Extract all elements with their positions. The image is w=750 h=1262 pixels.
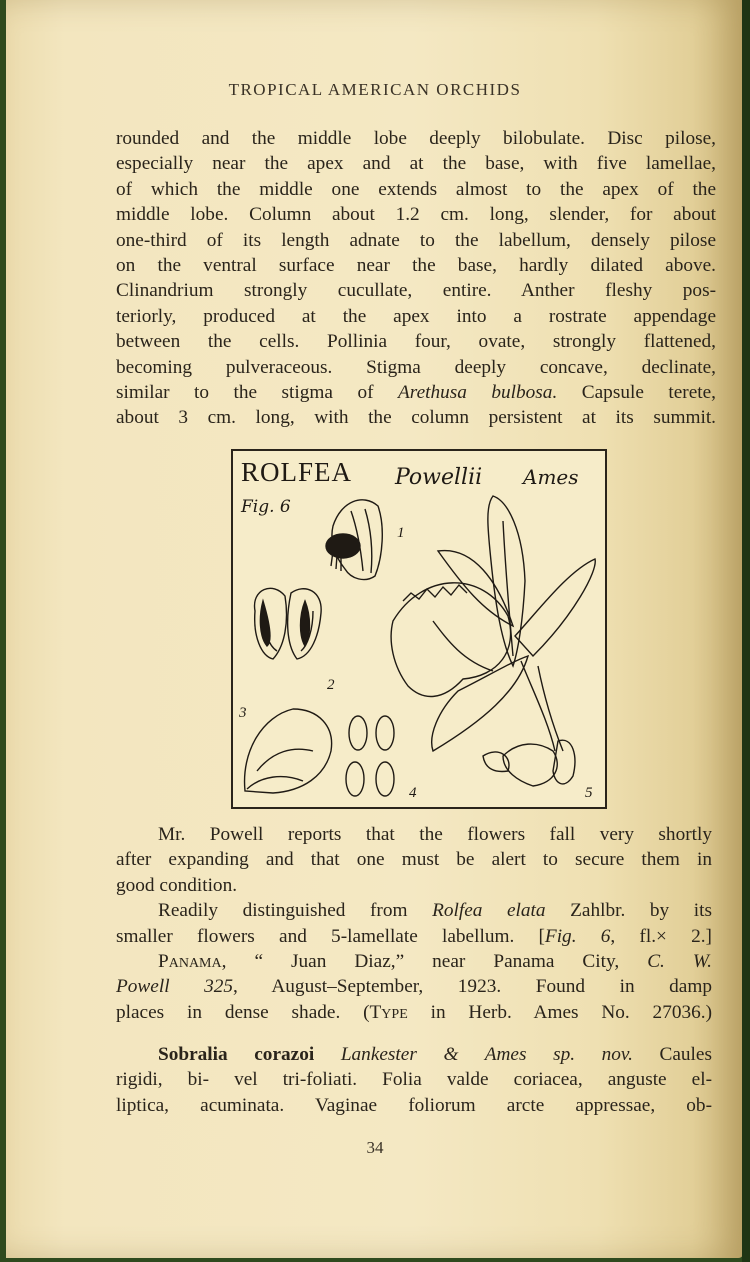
text-line	[116, 1000, 712, 1025]
text-run: places in dense shade. (	[116, 1001, 370, 1023]
running-header: TROPICAL AMERICAN ORCHIDS	[228, 80, 522, 99]
text-line: about 3 cm. long, with the column persistent at its summit.	[116, 407, 716, 429]
description-paragraph	[116, 126, 716, 431]
figure-number: 2	[327, 677, 335, 693]
text-line	[116, 1042, 712, 1067]
text-line: teriorly, produced at the apex into a rostrate appendage	[116, 305, 716, 327]
text-line: Mr. Powell reports that the flowers fall very shortly	[158, 824, 712, 845]
text-line: good condition.	[116, 874, 238, 896]
anther-profile-drawing	[245, 709, 332, 793]
orchid-flower-drawing	[391, 496, 595, 786]
text-line: Clinandrium strongly cucullate, entire. Anther fleshy pos-	[116, 280, 716, 302]
species-authority: Lankester & Ames sp. nov.	[340, 1044, 633, 1065]
type-label: Type	[369, 1001, 408, 1023]
text-line: rounded and the middle lobe deeply bilobulate. Disc pilose,	[116, 128, 716, 149]
figure-number: 1	[397, 525, 405, 541]
figure-number: 4	[409, 785, 417, 801]
text-line: middle lobe. Column about 1.2 cm. long, slender, for about	[116, 204, 716, 226]
pollinia-drawing	[346, 716, 394, 796]
text-run: Caules	[632, 1044, 712, 1065]
text-line	[116, 924, 712, 949]
locality-country: Panama	[158, 951, 222, 973]
text-run: , “ Juan Diaz,” near Panama City,	[221, 951, 648, 973]
text-line: one-third of its length adnate to the labellum, densely pilose	[116, 229, 716, 251]
figure-author-script: Ames	[523, 465, 579, 489]
orchid-drawing	[233, 451, 605, 807]
text-run: similar to the stigma of	[116, 382, 398, 404]
text-line	[116, 380, 716, 405]
text-line: liptica, acuminata. Vaginae foliorum arcte appressae, ob-	[116, 1094, 712, 1116]
text-run: Zahlbr. by its	[545, 900, 712, 922]
text-line	[116, 949, 712, 974]
sobralia-description	[116, 1042, 712, 1118]
text-line: between the cells. Pollinia four, ovate, strongly flattened,	[116, 331, 716, 353]
figure-number: 5	[585, 785, 593, 801]
text-line: of which the middle one extends almost to the apex of the	[116, 178, 716, 200]
figure-number: 3	[239, 705, 247, 721]
text-run: , fl.× 2.]	[610, 925, 712, 947]
collector-number: Powell 325	[116, 976, 234, 998]
figure-genus-title: ROLFEA	[241, 457, 353, 487]
text-line: on the ventral surface near the base, hardly dilated above.	[116, 255, 716, 277]
text-line: rigidi, bi- vel tri-foliati. Folia valde coriacea, anguste el-	[116, 1069, 712, 1091]
species-name: Rolfea elata	[432, 900, 546, 922]
figure-label: Fig. 6	[241, 497, 291, 517]
text-line	[116, 974, 712, 999]
text-run: Capsule terete,	[557, 382, 716, 404]
collector-name: C. W.	[647, 951, 712, 973]
text-line: especially near the apex and at the base, with five lamellae,	[116, 153, 716, 175]
botanical-illustration	[231, 449, 607, 809]
text-run: smaller flowers and 5-lamellate labellum. [	[116, 925, 545, 947]
text-line: becoming pulveraceous. Stigma deeply concave, declinate,	[116, 356, 716, 378]
text-run: Readily distinguished from	[158, 900, 433, 922]
species-heading: Sobralia corazoi	[158, 1044, 315, 1065]
notes-paragraphs	[116, 822, 712, 1025]
figure-species-script: Powellii	[395, 465, 483, 490]
text-line	[116, 898, 712, 923]
species-name: Arethusa bulbosa.	[398, 382, 558, 404]
text-run: , August–September, 1923. Found in damp	[233, 976, 712, 998]
page-edge	[742, 0, 750, 1262]
page-number: 34	[366, 1138, 384, 1157]
text-line: after expanding and that one must be alert to secure them in	[116, 849, 712, 871]
figure-reference: Fig. 6	[544, 925, 611, 947]
text-run: in Herb. Ames No. 27036.)	[407, 1001, 713, 1023]
